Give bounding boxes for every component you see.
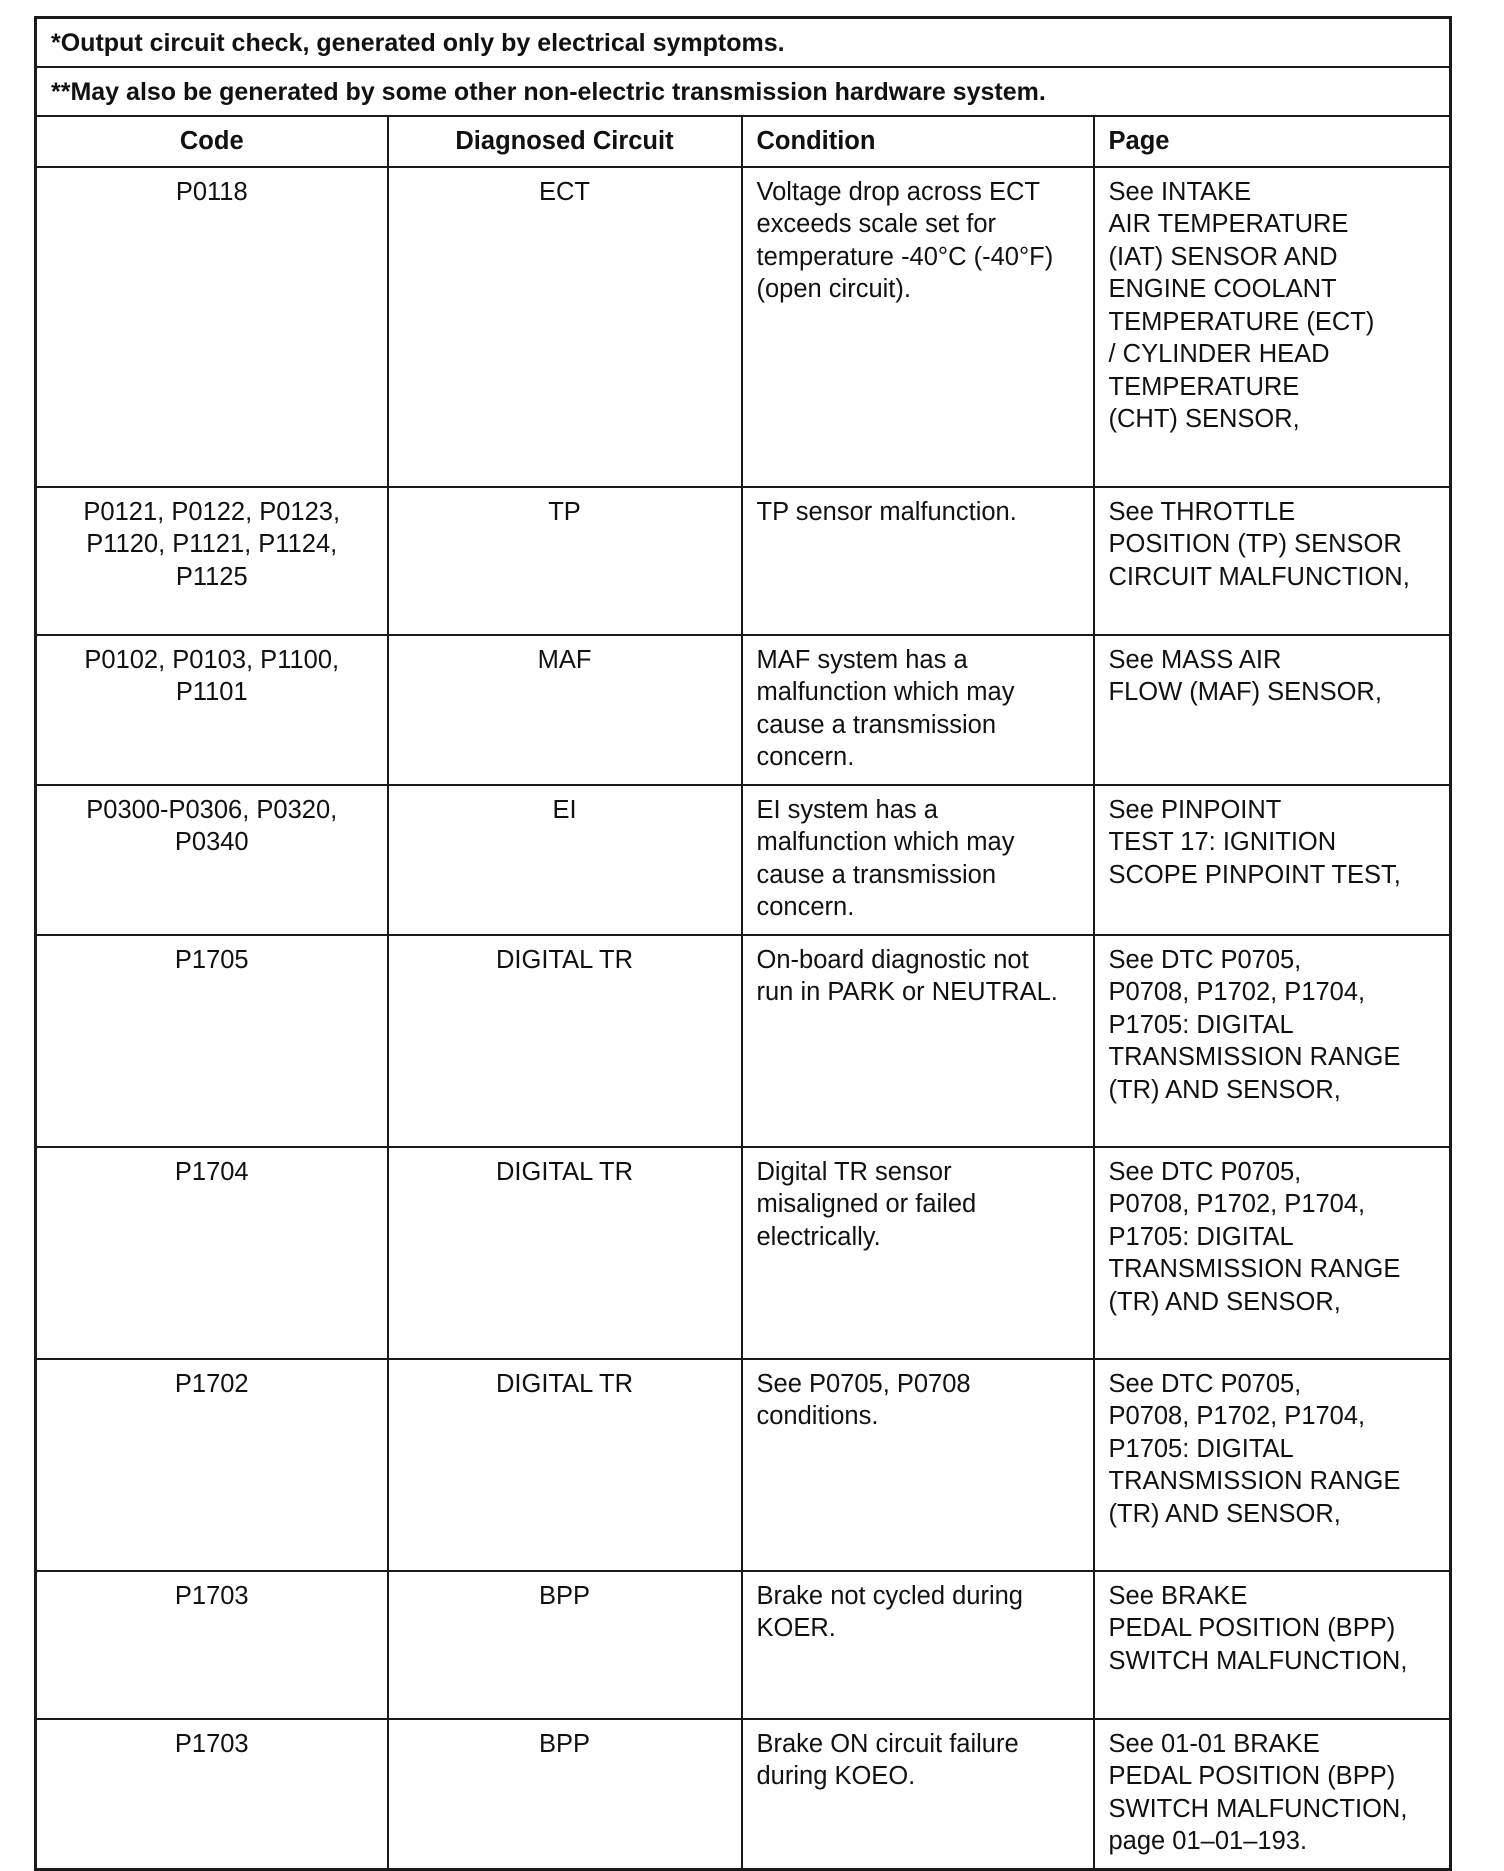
table-header-row — [36, 116, 1451, 167]
page-cell: See DTC P0705, P0708, P1702, P1704, P1705: DIGITAL TRANSMISSION RANGE (TR) AND SENSOR, — [1094, 1359, 1451, 1571]
condition-cell: EI system has a malfunction which may cause a transmission concern. — [742, 785, 1094, 935]
code-cell: P0300-P0306, P0320, P0340 — [36, 785, 388, 935]
page-cell: See BRAKE PEDAL POSITION (BPP) SWITCH MALFUNCTION, — [1094, 1571, 1451, 1719]
condition-cell: On-board diagnostic not run in PARK or NEUTRAL. — [742, 935, 1094, 1147]
code-cell: P0102, P0103, P1100, P1101 — [36, 635, 388, 785]
code-cell: P1704 — [36, 1147, 388, 1359]
condition-cell: Brake ON circuit failure during KOEO. — [742, 1719, 1094, 1870]
circuit-cell: BPP — [388, 1571, 742, 1719]
table-row — [36, 1719, 1451, 1870]
condition-cell: Voltage drop across ECT exceeds scale set for temperature -40°C (-40°F) (open circuit). — [742, 167, 1094, 487]
condition-cell: See P0705, P0708 conditions. — [742, 1359, 1094, 1571]
table-row — [36, 935, 1451, 1147]
page-cell: See PINPOINT TEST 17: IGNITION SCOPE PINPOINT TEST, — [1094, 785, 1451, 935]
code-cell: P0118 — [36, 167, 388, 487]
column-header-diagnosed-circuit: Diagnosed Circuit — [388, 116, 742, 167]
circuit-cell: TP — [388, 487, 742, 635]
footnote-row-electrical — [36, 18, 1451, 68]
table-row — [36, 785, 1451, 935]
circuit-cell: DIGITAL TR — [388, 1359, 742, 1571]
condition-cell: TP sensor malfunction. — [742, 487, 1094, 635]
condition-cell: Brake not cycled during KOER. — [742, 1571, 1094, 1719]
page-cell: See INTAKE AIR TEMPERATURE (IAT) SENSOR AND ENGINE COOLANT TEMPERATURE (ECT) / CYLINDER HEAD TEMPERATURE (CHT) SENSOR, — [1094, 167, 1451, 487]
code-cell: P1705 — [36, 935, 388, 1147]
table-row — [36, 1571, 1451, 1719]
page-cell: See DTC P0705, P0708, P1702, P1704, P1705: DIGITAL TRANSMISSION RANGE (TR) AND SENSOR, — [1094, 1147, 1451, 1359]
code-cell: P0121, P0122, P0123, P1120, P1121, P1124, P1125 — [36, 487, 388, 635]
column-header-code: Code — [36, 116, 388, 167]
page-cell: See MASS AIR FLOW (MAF) SENSOR, — [1094, 635, 1451, 785]
circuit-cell: ECT — [388, 167, 742, 487]
table-row — [36, 1359, 1451, 1571]
code-cell: P1703 — [36, 1719, 388, 1870]
circuit-cell: EI — [388, 785, 742, 935]
circuit-cell: BPP — [388, 1719, 742, 1870]
footnote-row-non-electric — [36, 67, 1451, 116]
circuit-cell: DIGITAL TR — [388, 1147, 742, 1359]
column-header-page: Page — [1094, 116, 1451, 167]
dtc-table-page — [34, 16, 1452, 1871]
page-cell: See THROTTLE POSITION (TP) SENSOR CIRCUIT MALFUNCTION, — [1094, 487, 1451, 635]
footnote-non-electric: **May also be generated by some other non-electric transmission hardware system. — [36, 67, 1451, 116]
footnote-electrical: *Output circuit check, generated only by electrical symptoms. — [36, 18, 1451, 68]
table-row — [36, 167, 1451, 487]
circuit-cell: MAF — [388, 635, 742, 785]
dtc-table — [34, 16, 1452, 1871]
table-row — [36, 635, 1451, 785]
column-header-condition: Condition — [742, 116, 1094, 167]
table-row — [36, 1147, 1451, 1359]
condition-cell: Digital TR sensor misaligned or failed electrically. — [742, 1147, 1094, 1359]
page-cell: See 01-01 BRAKE PEDAL POSITION (BPP) SWITCH MALFUNCTION, page 01–01–193. — [1094, 1719, 1451, 1870]
code-cell: P1702 — [36, 1359, 388, 1571]
table-row — [36, 487, 1451, 635]
circuit-cell: DIGITAL TR — [388, 935, 742, 1147]
code-cell: P1703 — [36, 1571, 388, 1719]
condition-cell: MAF system has a malfunction which may cause a transmission concern. — [742, 635, 1094, 785]
page-cell: See DTC P0705, P0708, P1702, P1704, P1705: DIGITAL TRANSMISSION RANGE (TR) AND SENSOR, — [1094, 935, 1451, 1147]
